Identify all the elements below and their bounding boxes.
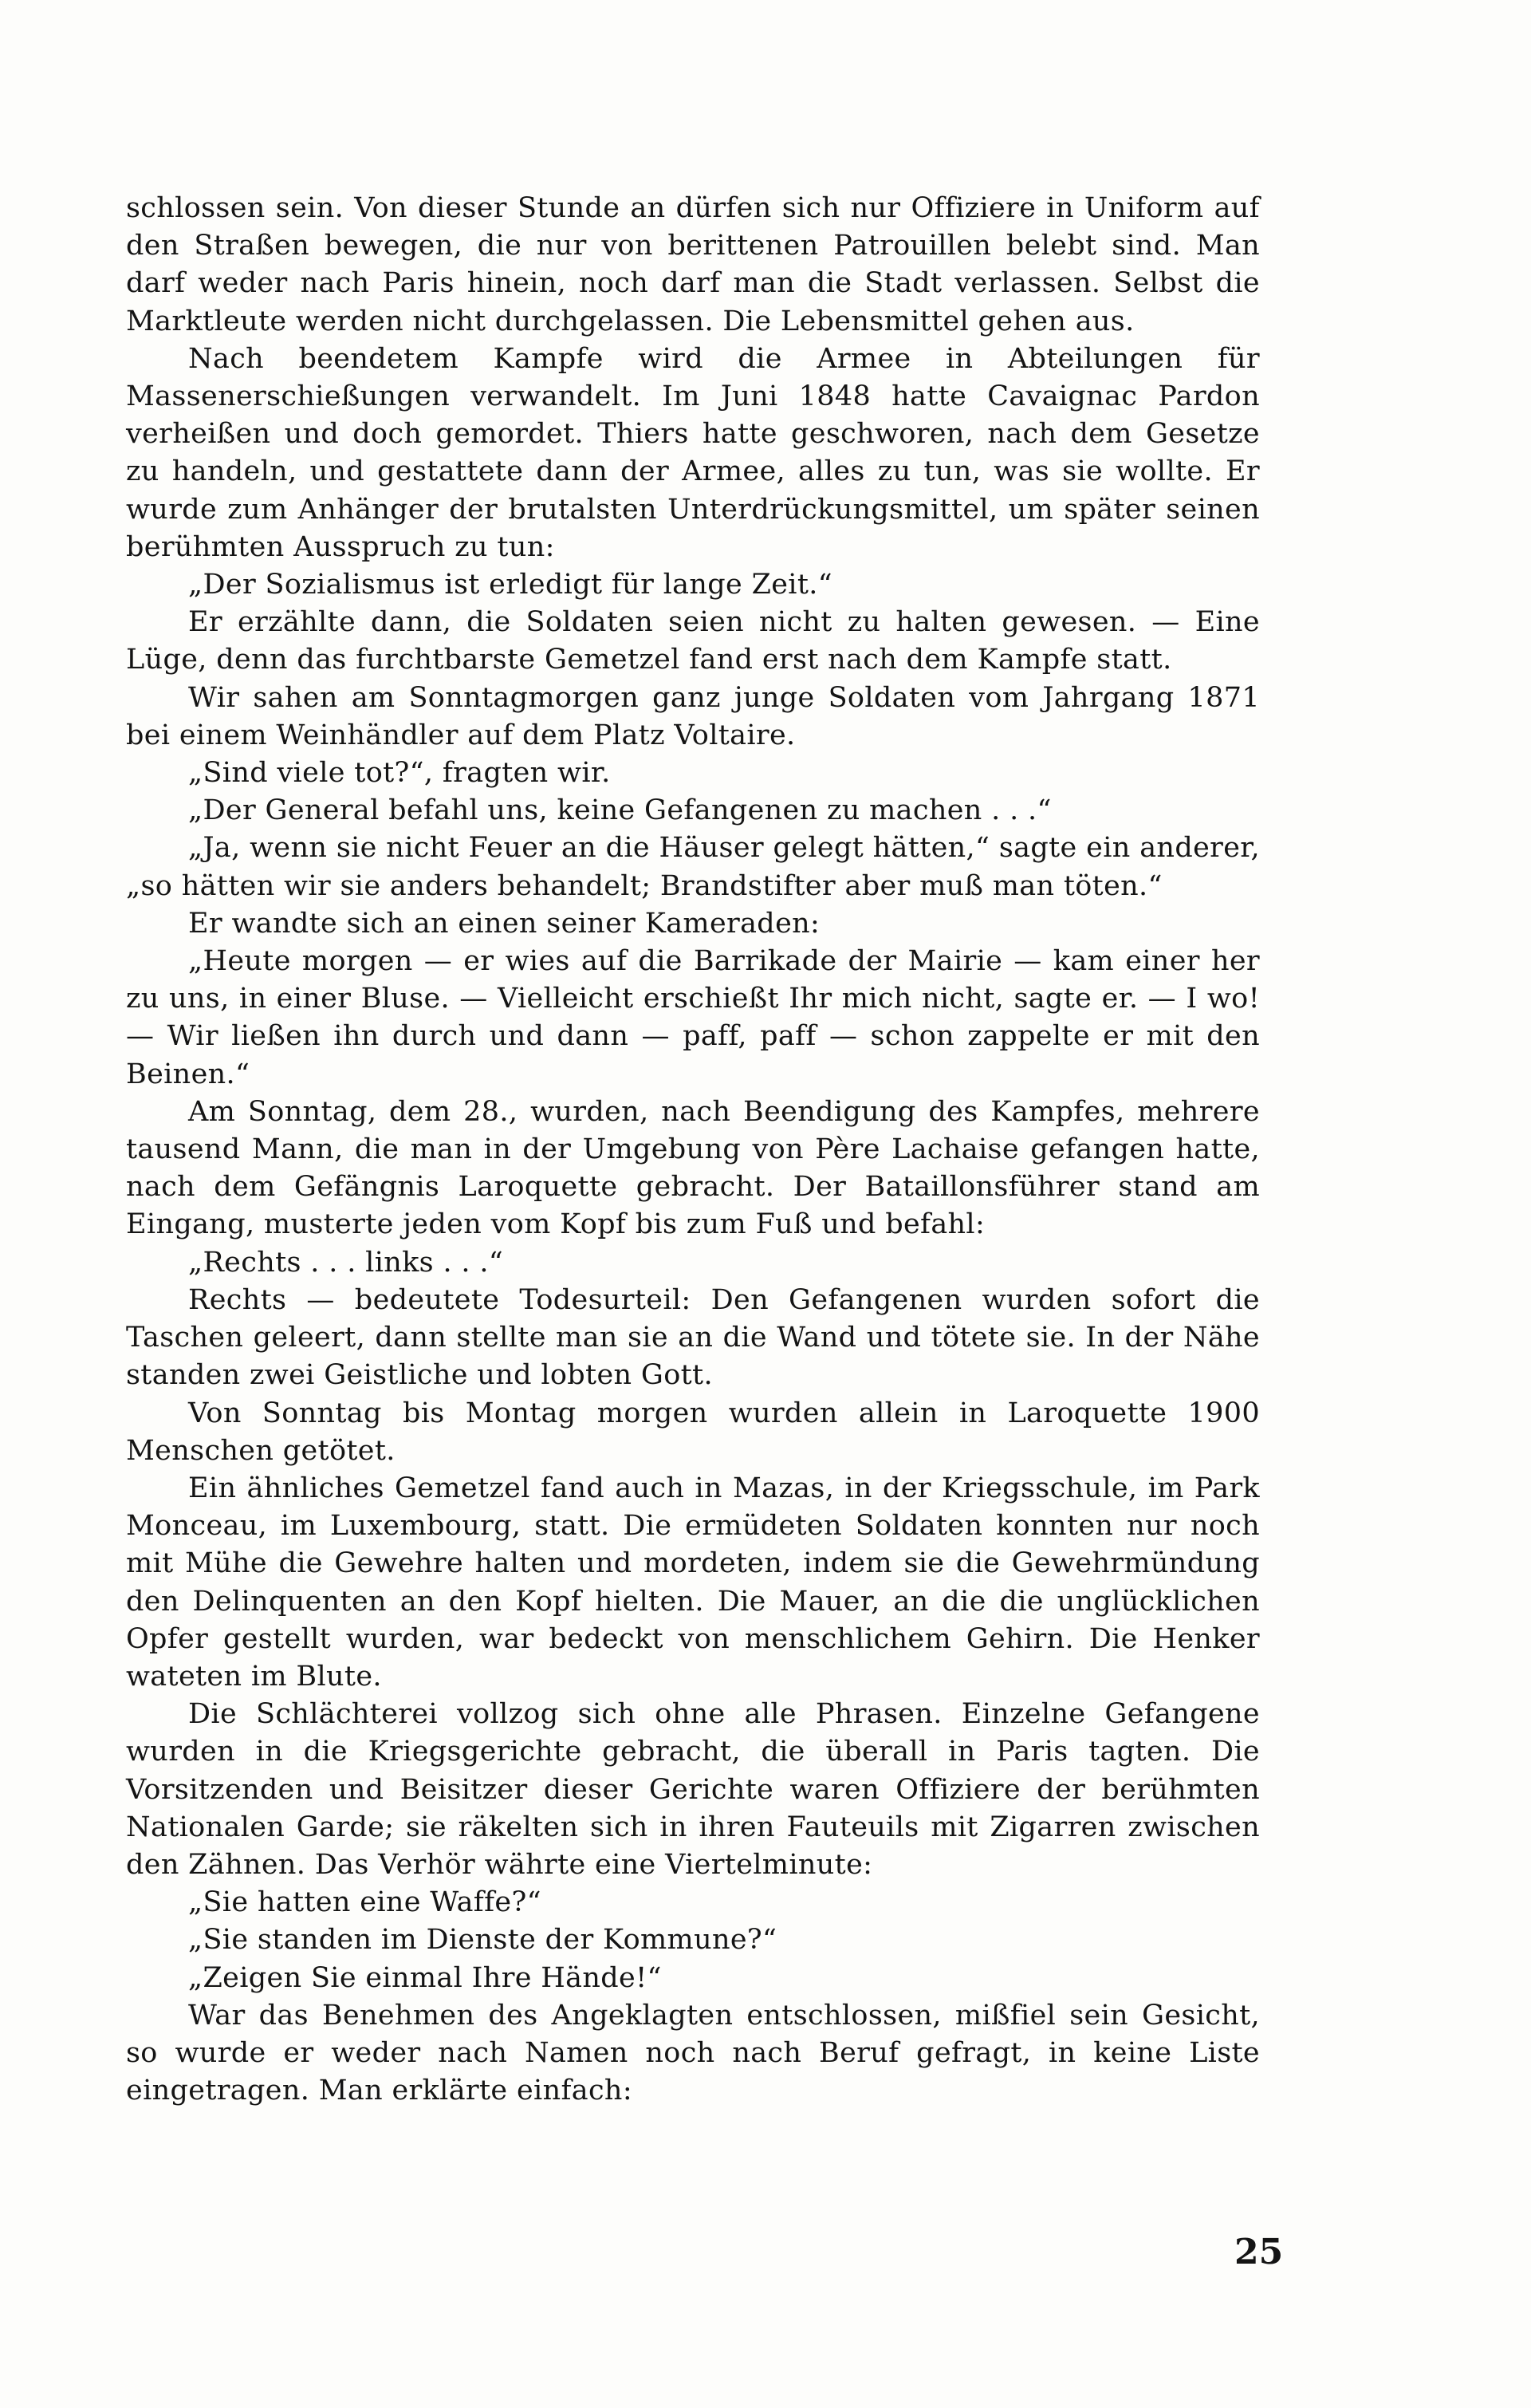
quote-line: „Der General befahl uns, keine Gefangenen zu machen . . .“ bbox=[188, 794, 1052, 827]
paragraph: Die Schlächterei vollzog sich ohne alle Phrasen. Einzelne Gefangene wurden in die Kriegsgerichte gebracht, die überall in Paris tagten. Die Vorsitzenden und Beisitzer dieser Gerichte waren Offiziere der berühmten Nationalen Garde; sie räkelten sich in ihren Fauteuils mit Zigarren zwischen den Zähnen. Das Verhör währte eine Viertelminute: bbox=[126, 1698, 1260, 1881]
page-body-text bbox=[126, 190, 1260, 2110]
paragraph: Rechts — bedeutete Todesurteil: Den Gefangenen wurden sofort die Taschen geleert, dann stellte man sie an die Wand und tötete sie. In der Nähe standen zwei Geistliche und lobten Gott. bbox=[126, 1283, 1260, 1392]
paragraph: Ein ähnliches Gemetzel fand auch in Mazas, in der Kriegsschule, im Park Monceau, im Luxembourg, statt. Die ermüdeten Soldaten konnten nur noch mit Mühe die Gewehre halten und mordeten, indem sie die Gewehrmündung den Delinquenten an den Kopf hielten. Die Mauer, an die die unglücklichen Opfer gestellt wurden, war bedeckt von menschlichem Gehirn. Die Henker wateten im Blute. bbox=[126, 1472, 1260, 1693]
page-number: 25 bbox=[1234, 2232, 1284, 2272]
quote-paragraph: „Ja, wenn sie nicht Feuer an die Häuser gelegt hätten,“ sagte ein anderer, „so hätten wir sie anders behandelt; Brandstifter aber muß man töten.“ bbox=[126, 832, 1260, 902]
quote-line: „Der Sozialismus ist erledigt für lange Zeit.“ bbox=[188, 569, 832, 601]
paragraph: Er wandte sich an einen seiner Kameraden: bbox=[188, 907, 821, 940]
quote-line: „Zeigen Sie einmal Ihre Hände!“ bbox=[188, 1961, 662, 1994]
quote-line: „Sie hatten eine Waffe?“ bbox=[188, 1886, 541, 1919]
paragraph: Er erzählte dann, die Soldaten seien nicht zu halten gewesen. — Eine Lüge, denn das furchtbarste Gemetzel fand erst nach dem Kampfe statt. bbox=[126, 606, 1260, 676]
quote-line: „Rechts . . . links . . .“ bbox=[188, 1246, 504, 1279]
quote-line: „Sind viele tot?“, fragten wir. bbox=[188, 757, 611, 790]
paragraph: War das Benehmen des Angeklagten entschlossen, mißfiel sein Gesicht, so wurde er weder nach Namen noch nach Beruf gefragt, in keine Liste eingetragen. Man erklärte einfach: bbox=[126, 1999, 1260, 2107]
paragraph: Nach beendetem Kampfe wird die Armee in Abteilungen für Massenerschießungen verwandelt. Im Juni 1848 hatte Cavaignac Pardon verheißen und doch gemordet. Thiers hatte geschworen, nach dem Gesetze zu handeln, und gestattete dann der Armee, alles zu tun, was sie wollte. Er wurde zum Anhänger der brutalsten Unterdrückungsmittel, um später seinen berühmten Ausspruch zu tun: bbox=[126, 342, 1260, 563]
paragraph: Wir sahen am Sonntagmorgen ganz junge Soldaten vom Jahrgang 1871 bei einem Weinhändler auf dem Platz Voltaire. bbox=[126, 681, 1260, 751]
quote-line: „Sie standen im Dienste der Kommune?“ bbox=[188, 1924, 777, 1957]
paragraph: Am Sonntag, dem 28., wurden, nach Beendigung des Kampfes, mehrere tausend Mann, die man in der Umgebung von Père Lachaise gefangen hatte, nach dem Gefängnis Laroquette gebracht. Der Bataillonsführer stand am Eingang, musterte jeden vom Kopf bis zum Fuß und befahl: bbox=[126, 1095, 1260, 1241]
quote-paragraph: „Heute morgen — er wies auf die Barrikade der Mairie — kam einer her zu uns, in einer Bluse. — Vielleicht erschießt Ihr mich nicht, sagte er. — I wo! — Wir ließen ihn durch und dann — paff, paff — schon zappelte er mit den Beinen.“ bbox=[126, 945, 1260, 1090]
paragraph: Von Sonntag bis Montag morgen wurden allein in Laroquette 1900 Menschen getötet. bbox=[126, 1397, 1260, 1467]
paragraph-continuation: schlossen sein. Von dieser Stunde an dürfen sich nur Offiziere in Uniform auf den Straßen bewegen, die nur von berittenen Patrouillen belebt sind. Man darf weder nach Paris hinein, noch darf man die Stadt verlassen. Selbst die Marktleute werden nicht durchgelassen. Die Lebensmittel gehen aus. bbox=[126, 192, 1260, 337]
